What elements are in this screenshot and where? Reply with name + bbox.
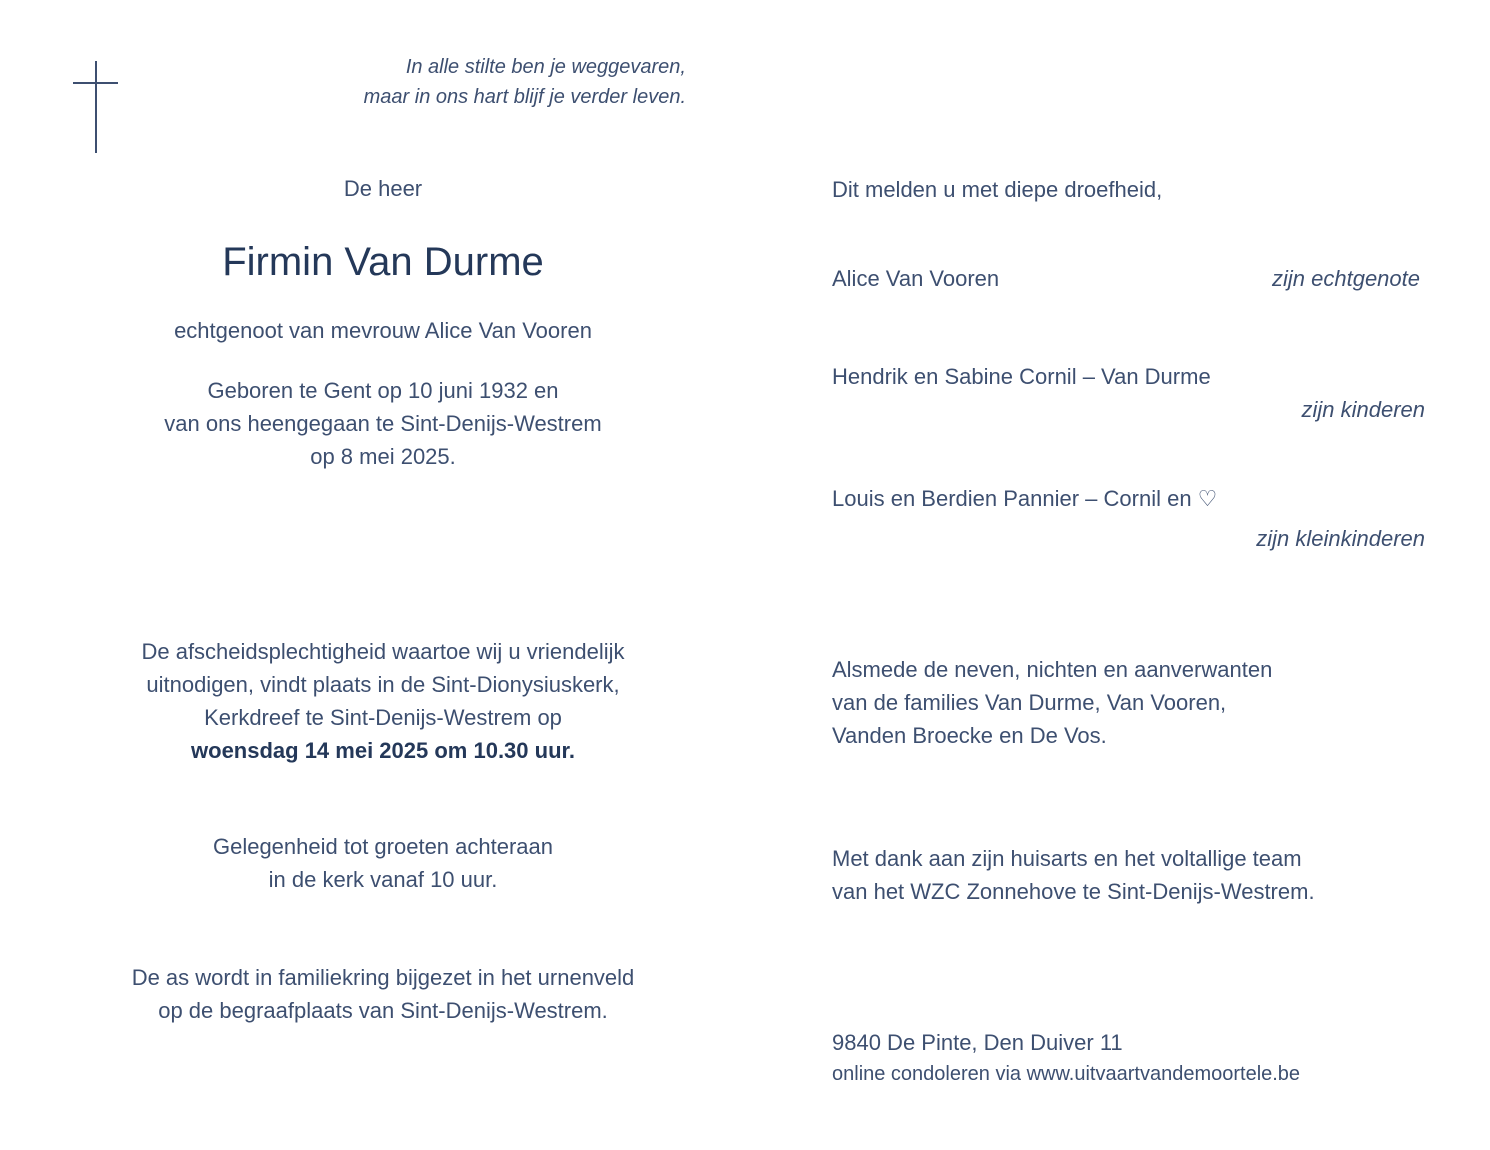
family-entry-relation: zijn kinderen <box>1301 397 1425 422</box>
thanks-block <box>832 842 1432 908</box>
relatives-line-2: van de families Van Durme, Van Vooren, <box>832 690 1227 715</box>
family-entry-names: Alice Van Vooren <box>832 266 1000 291</box>
urn-line-2: op de begraafplaats van Sint-Denijs-Westrem. <box>158 998 608 1023</box>
online-condolence-link[interactable]: online condoleren via www.uitvaartvandemoortele.be <box>832 1063 1301 1085</box>
birth-line-2: van ons heengegaan te Sint-Denijs-Westrem <box>164 411 602 436</box>
family-intro: Dit melden u met diepe droefheid, <box>832 177 1163 202</box>
ceremony-line-3: Kerkdreef te Sint-Denijs-Westrem op <box>204 705 562 730</box>
relatives-block <box>832 653 1432 752</box>
visitation-line-1: Gelegenheid tot groeten achteraan <box>212 834 554 859</box>
urn-line-1: De as wordt in familiekring bijgezet in het urnenveld <box>131 965 635 990</box>
verse-line-2: maar in ons hart blijf je verder leven. <box>363 86 686 108</box>
ceremony-line-1: De afscheidsplechtigheid waartoe wij u vriendelijk <box>141 639 625 664</box>
deceased-name: Firmin Van Durme <box>222 240 544 284</box>
verse <box>186 52 686 112</box>
deceased-title: De heer <box>343 176 423 201</box>
ceremony-date-time: woensdag 14 mei 2025 om 10.30 uur. <box>191 738 575 763</box>
ceremony-block <box>83 635 683 767</box>
family-entry-names: Hendrik en Sabine Cornil – Van Durme <box>832 364 1211 389</box>
visitation-block <box>83 830 683 896</box>
urn-block <box>83 961 683 1027</box>
deceased-spouse: echtgenoot van mevrouw Alice Van Vooren <box>174 318 592 343</box>
thanks-line-2: van het WZC Zonnehove te Sint-Denijs-Westrem. <box>832 879 1315 904</box>
contact-address: 9840 De Pinte, Den Duiver 11 <box>832 1030 1123 1055</box>
relatives-line-3: Vanden Broecke en De Vos. <box>832 723 1107 748</box>
ceremony-line-2: uitnodigen, vindt plaats in de Sint-Dionysiuskerk, <box>146 672 620 697</box>
birth-line-3: op 8 mei 2025. <box>310 444 456 469</box>
relatives-line-1: Alsmede de neven, nichten en aanverwanten <box>832 657 1273 682</box>
birth-line-1: Geboren te Gent op 10 juni 1932 en <box>207 378 559 403</box>
verse-line-1: In alle stilte ben je weggevaren, <box>405 56 686 78</box>
thanks-line-1: Met dank aan zijn huisarts en het voltallige team <box>832 846 1302 871</box>
visitation-line-2: in de kerk vanaf 10 uur. <box>268 867 498 892</box>
family-entry-names: Louis en Berdien Pannier – Cornil en ♡ <box>832 486 1218 511</box>
cross-vertical-bar <box>95 61 97 153</box>
cross-horizontal-bar <box>73 82 118 84</box>
birth-death-block <box>83 374 683 473</box>
family-entry-relation: zijn echtgenote <box>1272 266 1420 291</box>
family-entry-relation: zijn kleinkinderen <box>1256 526 1425 551</box>
